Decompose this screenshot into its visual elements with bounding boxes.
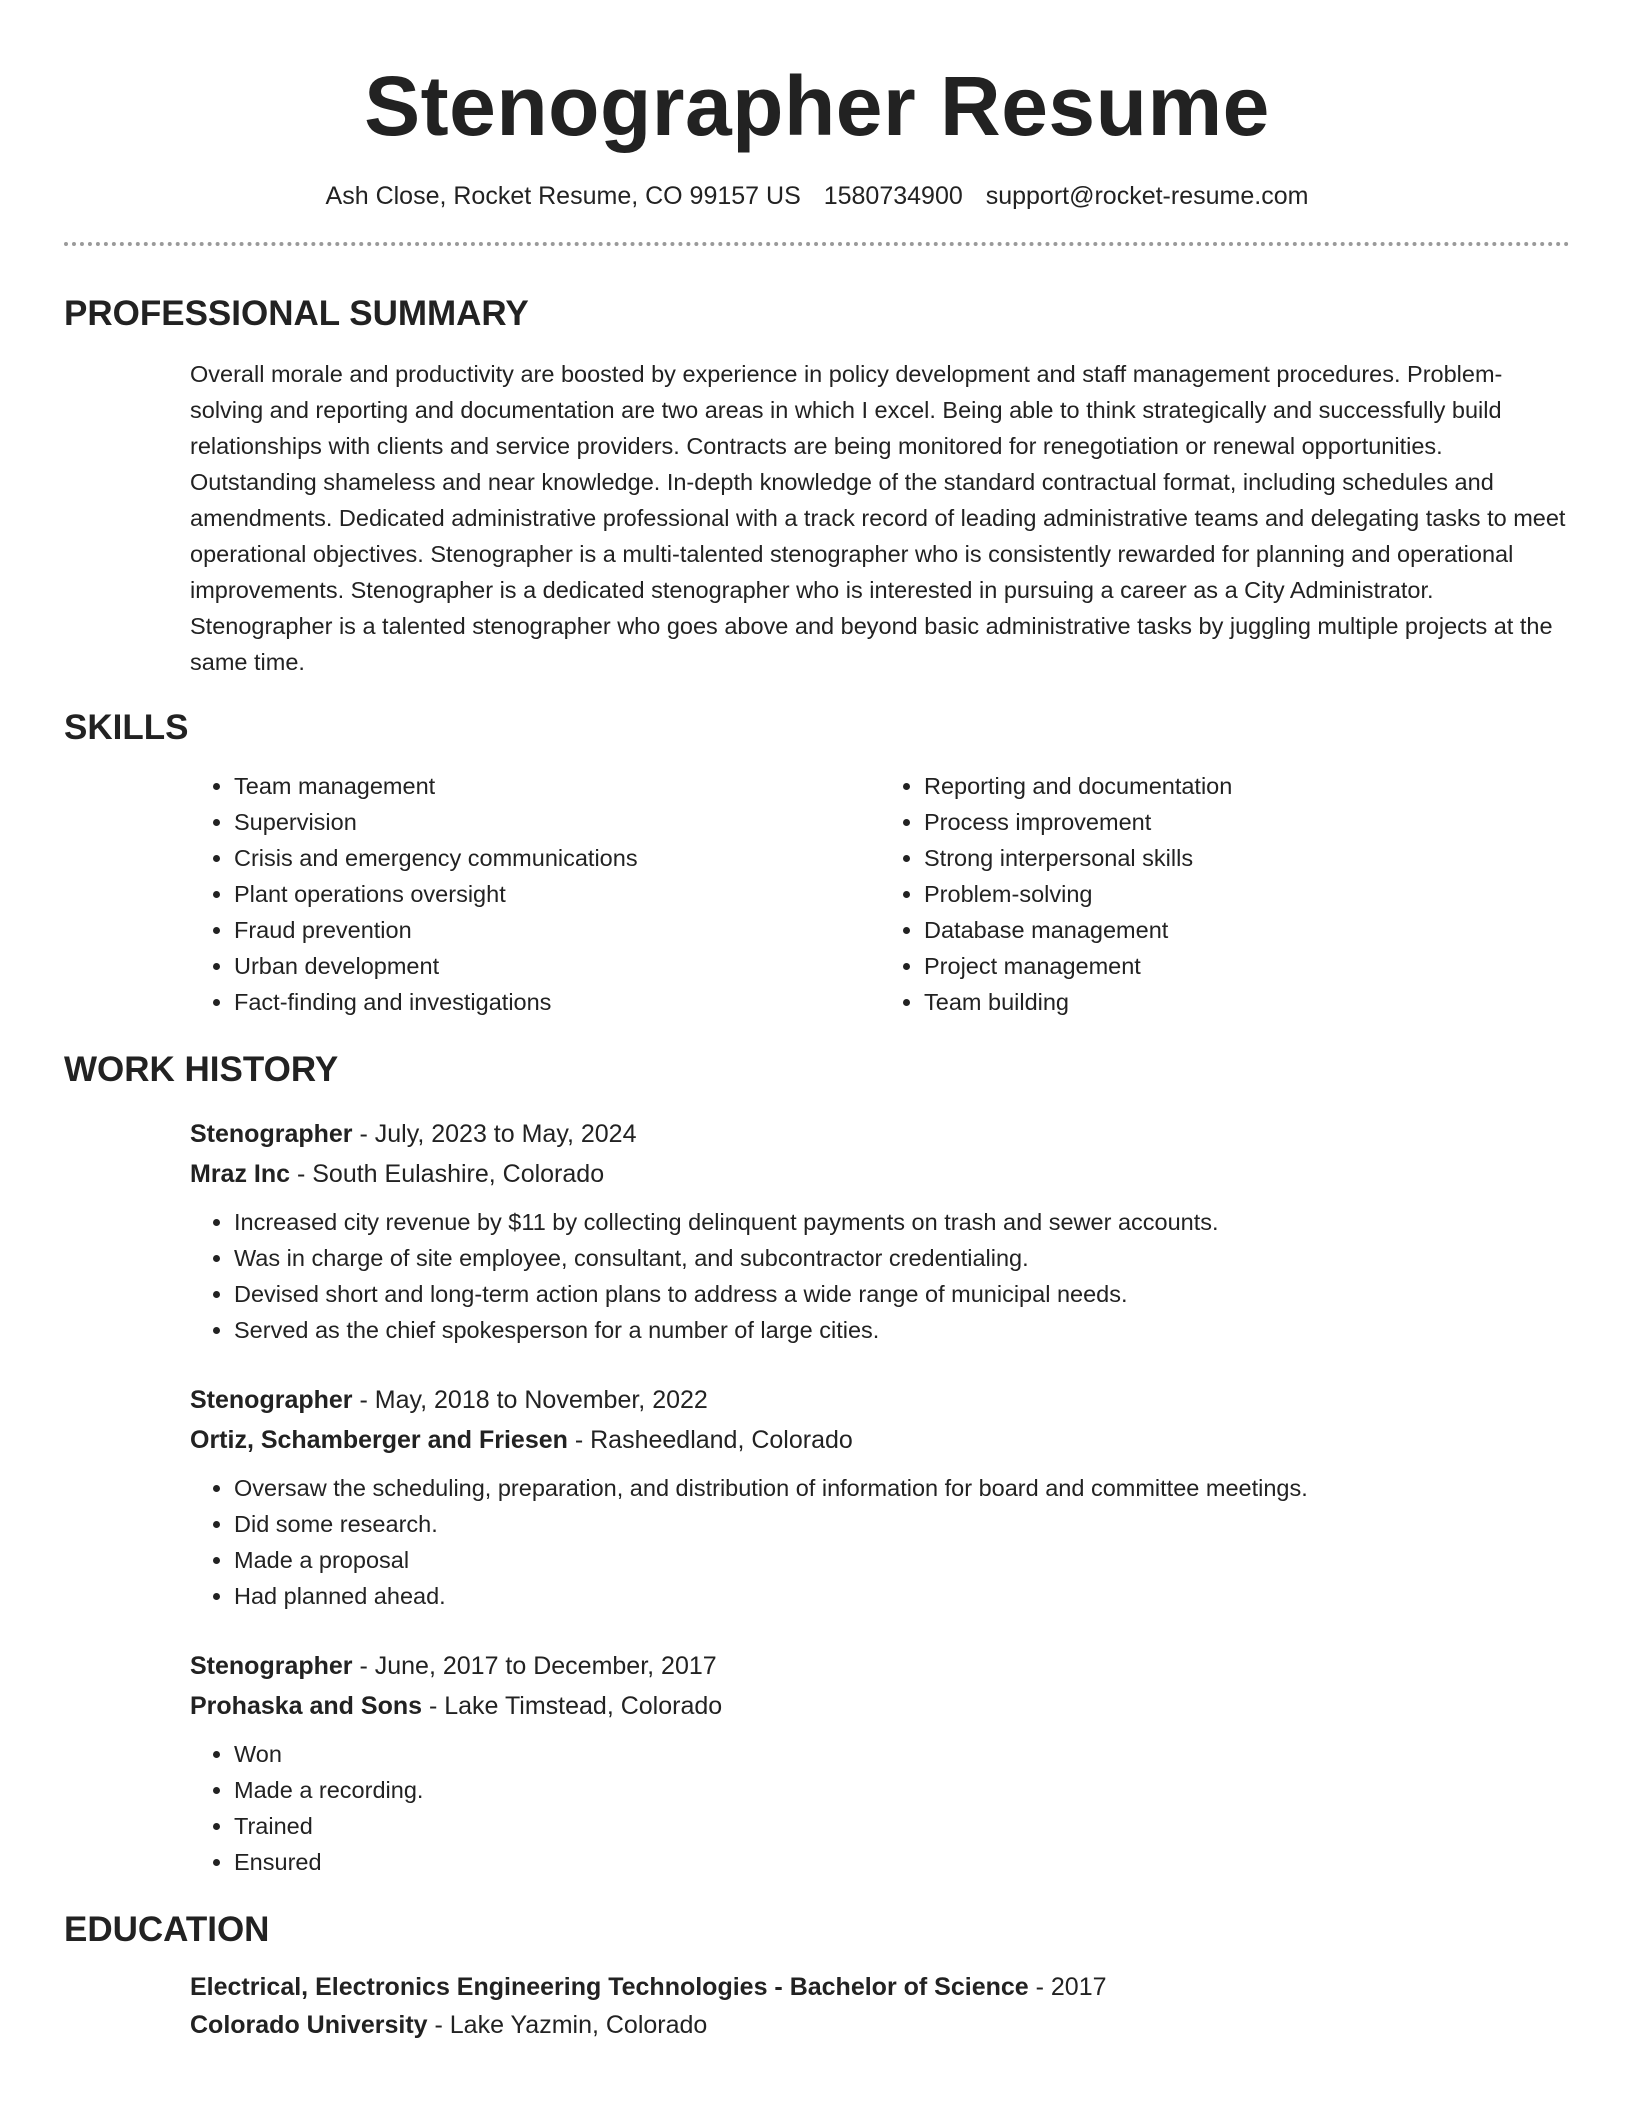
duty-item: • Made a proposal xyxy=(234,1542,1570,1578)
duty-item: • Won xyxy=(234,1736,1570,1772)
skill-item: • Plant operations oversight xyxy=(234,876,880,912)
summary-text: Overall morale and productivity are boosted by experience in policy development and staff management procedures. Problem-solving and reporting and documentation are two areas in which I excel. Being able to think strategically and successfully build relationships with clients and service providers. Contracts are being monitored for renegotiation or renewal opportunities. Outstanding shameless and near knowledge. In-depth knowledge of the standard contractual format, including schedules and amendments. Dedicated administrative professional with a track record of leading administrative teams and delegating tasks to meet operational objectives. Stenographer is a multi-talented stenographer who is consistently rewarded for planning and operational improvements. Stenographer is a dedicated stenographer who is interested in pursuing a career as a City Administrator. Stenographer is a talented stenographer who goes above and beyond basic administrative tasks by juggling multiple projects at the same time. xyxy=(190,361,1566,675)
skill-item: • Strong interpersonal skills xyxy=(924,840,1570,876)
job-company-line xyxy=(190,1154,1570,1194)
skills-left-column xyxy=(190,768,880,1020)
duty-item: • Had planned ahead. xyxy=(234,1578,1570,1614)
education-heading: EDUCATION xyxy=(64,1910,270,1949)
skill-item: • Problem-solving xyxy=(924,876,1570,912)
job-title-line xyxy=(190,1114,1570,1154)
skills-grid xyxy=(190,768,1570,1020)
duty-item: • Served as the chief spokesperson for a number of large cities. xyxy=(234,1312,1570,1348)
skill-item: • Team building xyxy=(924,984,1570,1020)
job-dates: - July, 2023 to May, 2024 xyxy=(352,1120,637,1148)
job-duties xyxy=(190,1470,1570,1614)
job-role: Stenographer xyxy=(190,1386,353,1414)
job-company: Mraz Inc xyxy=(190,1160,291,1188)
contact-phone: 1580734900 xyxy=(823,182,963,210)
skill-item: • Reporting and documentation xyxy=(924,768,1570,804)
job-dates: - June, 2017 to December, 2017 xyxy=(352,1652,717,1680)
job-title-line xyxy=(190,1380,1570,1420)
duty-item: • Was in charge of site employee, consultant, and subcontractor credentialing. xyxy=(234,1240,1570,1276)
skill-item: • Team management xyxy=(234,768,880,804)
skill-item: • Database management xyxy=(924,912,1570,948)
job-company: Prohaska and Sons xyxy=(190,1692,423,1720)
contact-email: support@rocket-resume.com xyxy=(985,182,1309,210)
header-divider xyxy=(64,242,1570,246)
job-entry xyxy=(190,1380,1570,1614)
job-company: Ortiz, Schamberger and Friesen xyxy=(190,1426,568,1454)
work-history-heading: WORK HISTORY xyxy=(64,1050,339,1089)
skill-item: • Project management xyxy=(924,948,1570,984)
education-degree: Electrical, Electronics Engineering Technologies - Bachelor of Science xyxy=(190,1973,1029,2001)
education-school-line xyxy=(190,2006,1570,2044)
skill-item: • Urban development xyxy=(234,948,880,984)
skill-item: • Fraud prevention xyxy=(234,912,880,948)
skill-item: • Fact-finding and investigations xyxy=(234,984,880,1020)
education-degree-line xyxy=(190,1968,1570,2006)
skill-item: • Supervision xyxy=(234,804,880,840)
job-dates: - May, 2018 to November, 2022 xyxy=(352,1386,708,1414)
education-year: - 2017 xyxy=(1028,1973,1107,2001)
job-company-line xyxy=(190,1420,1570,1460)
job-location: - Lake Timstead, Colorado xyxy=(422,1692,723,1720)
job-location: - Rasheedland, Colorado xyxy=(567,1426,853,1454)
contact-address: Ash Close, Rocket Resume, CO 99157 US xyxy=(325,182,801,210)
skills-heading: SKILLS xyxy=(64,708,189,747)
summary-section xyxy=(64,292,1570,680)
job-entry xyxy=(190,1114,1570,1348)
duty-item: • Did some research. xyxy=(234,1506,1570,1542)
work-history-section xyxy=(64,1048,1570,1880)
contact-line xyxy=(64,180,1570,212)
resume-page xyxy=(64,0,1570,2044)
education-location: - Lake Yazmin, Colorado xyxy=(427,2011,708,2039)
duty-item: • Increased city revenue by $11 by collecting delinquent payments on trash and sewer accounts. xyxy=(234,1204,1570,1240)
job-duties xyxy=(190,1736,1570,1880)
job-role: Stenographer xyxy=(190,1652,353,1680)
job-company-line xyxy=(190,1686,1570,1726)
job-role: Stenographer xyxy=(190,1120,353,1148)
education-entry xyxy=(190,1968,1570,2044)
skill-item: • Process improvement xyxy=(924,804,1570,840)
duty-item: • Made a recording. xyxy=(234,1772,1570,1808)
resume-title: Stenographer Resume xyxy=(364,59,1270,153)
job-duties xyxy=(190,1204,1570,1348)
job-title-line xyxy=(190,1646,1570,1686)
skills-section xyxy=(64,706,1570,1020)
education-section xyxy=(64,1908,1570,2044)
skill-item: • Crisis and emergency communications xyxy=(234,840,880,876)
skills-right-column xyxy=(880,768,1570,1020)
duty-item: • Devised short and long-term action plans to address a wide range of municipal needs. xyxy=(234,1276,1570,1312)
duty-item: • Ensured xyxy=(234,1844,1570,1880)
job-entry xyxy=(190,1646,1570,1880)
education-school: Colorado University xyxy=(190,2011,428,2039)
duty-item: • Oversaw the scheduling, preparation, and distribution of information for board and committee meetings. xyxy=(234,1470,1570,1506)
summary-heading: PROFESSIONAL SUMMARY xyxy=(64,294,529,333)
duty-item: • Trained xyxy=(234,1808,1570,1844)
job-location: - South Eulashire, Colorado xyxy=(290,1160,605,1188)
